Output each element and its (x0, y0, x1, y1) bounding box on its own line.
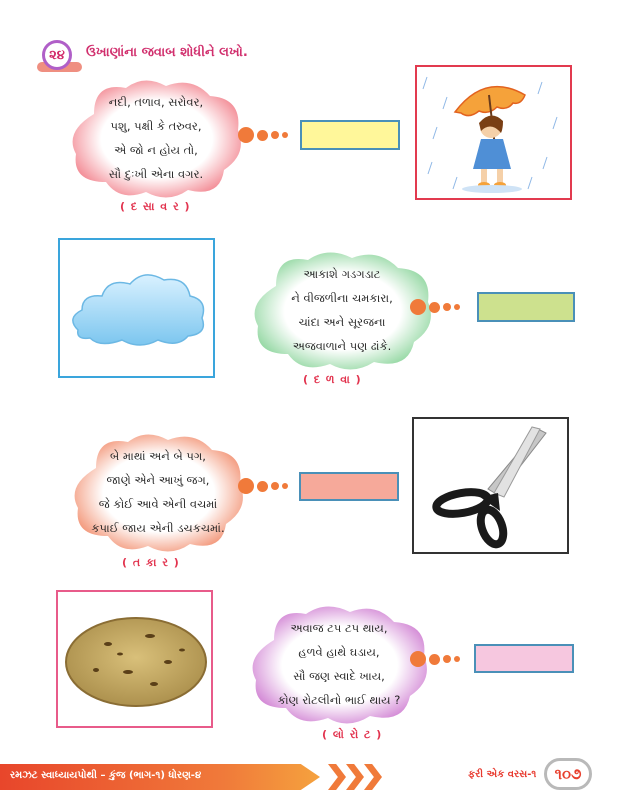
riddle-1-answer-hint: ( દ સા વ ર ) (120, 200, 191, 213)
riddle-1-line: પશુ, પક્ષી કે તરુવર, (110, 119, 202, 133)
riddle-3-line: જાણે એને આખું જગ, (106, 473, 210, 487)
riddle-4-line: કોણ રોટલીનો ભાઈ થાય ? (277, 693, 401, 707)
cloud-icon (60, 240, 213, 376)
riddle-4-line: સૌ જણ સ્વાદે ખાય, (293, 669, 385, 683)
riddle-1-answer-box[interactable] (300, 120, 400, 150)
chevron-right-icon (328, 764, 346, 790)
riddle-3-text (66, 428, 250, 556)
riddle-4-picture (56, 590, 213, 728)
riddle-2-line: ને વીજળીના ચમકારા, (291, 291, 393, 305)
chevron-right-icon (346, 764, 364, 790)
riddle-3-picture (412, 417, 569, 554)
riddle-2-line: અજવાળાને પણ ઢાંકે. (292, 339, 392, 353)
footer-book-title: રમઝટ સ્વાધ્યાયપોથી – કુંજ (ભાગ-૧) ધોરણ-૪ (10, 770, 202, 781)
riddle-3-answer-box[interactable] (299, 472, 399, 501)
riddle-3-line: જે કોઈ આવે એની વચમાં (98, 497, 218, 511)
girl-umbrella-icon (417, 67, 570, 198)
page-number: ૧૦૭ (544, 758, 592, 790)
riddle-3-connector-dots (238, 478, 291, 494)
bread-icon (58, 592, 211, 726)
riddle-1-picture (415, 65, 572, 200)
riddle-4-line: હળવે હાથે ઘડાય, (298, 645, 380, 659)
riddle-2-answer-box[interactable] (477, 292, 575, 322)
exercise-title: ઉખાણાંના જવાબ શોધીને લખો. (86, 45, 248, 60)
riddle-2-line: ચાંદા અને સૂરજના (298, 315, 386, 329)
riddle-4-text (244, 600, 434, 728)
riddle-1-connector-dots (238, 127, 291, 143)
riddle-4-answer-hint: ( લો રો ટ ) (322, 728, 383, 741)
riddle-3-answer-hint: ( ત કા ર ) (122, 556, 180, 569)
chevron-right-icon (364, 764, 382, 790)
riddle-2-connector-dots (410, 299, 463, 315)
riddle-3-line: કપાઈ જાય એની ડચકચમાં. (91, 521, 225, 535)
riddle-1-line: એ જો ન હોય તો, (114, 143, 198, 157)
riddle-4-line: અવાજ ટપ ટપ થાય, (290, 621, 388, 635)
riddle-1-text (64, 74, 248, 202)
riddle-4-connector-dots (410, 651, 463, 667)
riddle-1-line: સૌ દુઃખી એના વગર. (108, 167, 204, 181)
riddle-2-answer-hint: ( દ ળ વા ) (303, 373, 362, 386)
riddle-2-picture (58, 238, 215, 378)
riddle-1-line: નદી, તળાવ, સરોવર, (108, 95, 204, 109)
riddle-3-line: બે માથાં અને બે પગ, (110, 449, 206, 463)
riddle-4-answer-box[interactable] (474, 644, 574, 673)
footer-series-title: ફરી એક વરસ-૧ (468, 769, 537, 780)
exercise-number-badge: ૨૪ (42, 40, 72, 70)
scissors-icon (414, 419, 567, 552)
riddle-2-line: આકાશે ગડગડાટ (303, 267, 381, 281)
